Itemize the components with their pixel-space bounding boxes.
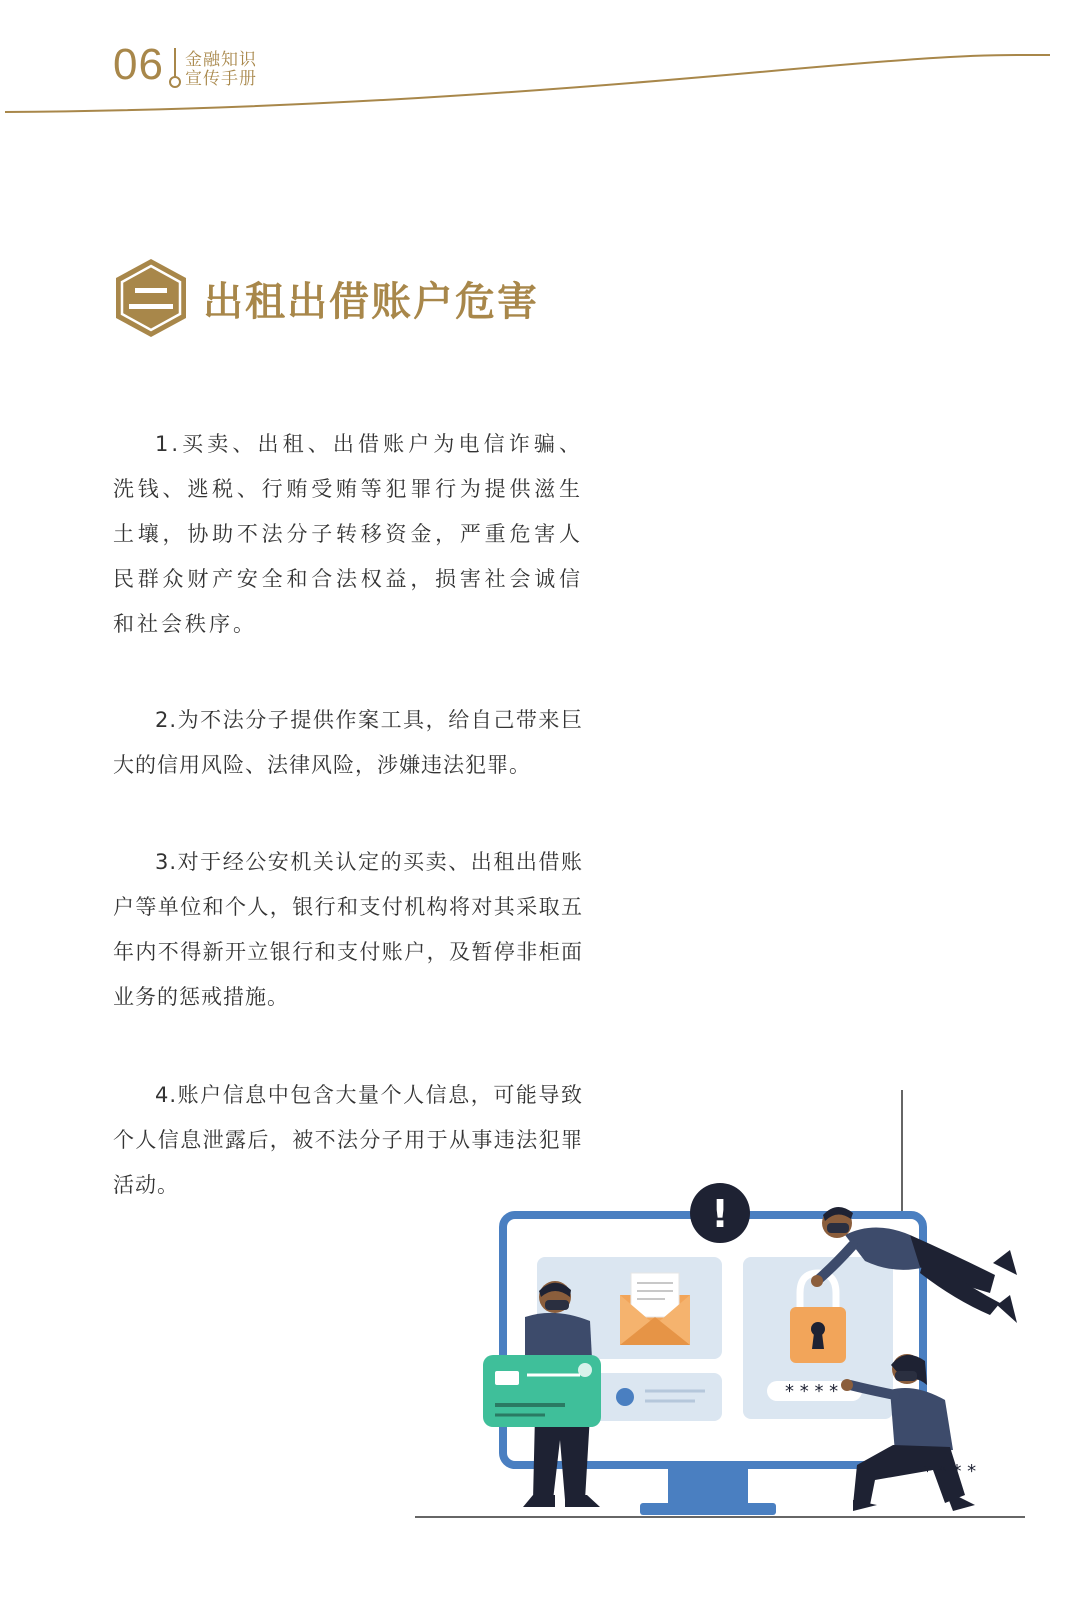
header-divider-dot bbox=[169, 76, 181, 88]
password-mask: * * * * bbox=[785, 1381, 839, 1402]
password-mask-2: * * * * bbox=[923, 1461, 977, 1482]
publication-title-line1: 金融知识 bbox=[185, 50, 257, 70]
illustration-svg bbox=[405, 1085, 1045, 1525]
alert-symbol: ! bbox=[711, 1192, 729, 1236]
section-title: 出租出借账户危害 bbox=[203, 278, 539, 325]
section-heading bbox=[113, 258, 539, 338]
paragraph-3: 3.对于经公安机关认定的买卖、出租出借账户等单位和个人，银行和支付机构将对其采取五年内不得新开立银行和支付账户，及暂停非柜面业务的惩戒措施。 bbox=[113, 850, 583, 1009]
page-number: 06 bbox=[113, 40, 164, 89]
info-dot bbox=[616, 1388, 634, 1406]
page-header bbox=[0, 0, 1080, 130]
envelope-icon bbox=[620, 1273, 690, 1345]
publication-title-line2: 宣传手册 bbox=[185, 69, 257, 89]
account-theft-illustration bbox=[405, 1085, 1045, 1529]
hexagon-badge-icon bbox=[113, 257, 189, 339]
credit-card-icon bbox=[483, 1355, 601, 1427]
paragraph-2: 2.为不法分子提供作案工具，给自己带来巨大的信用风险、法律风险，涉嫌违法犯罪。 bbox=[113, 708, 583, 777]
section-number-badge bbox=[113, 257, 189, 339]
paragraph-1: 1.买卖、出租、出借账户为电信诈骗、洗钱、逃税、行贿受贿等犯罪行为提供滋生土壤，协助不法分子转移资金，严重危害人民群众财产安全和合法权益，损害社会诚信和社会秩序。 bbox=[113, 432, 583, 636]
paragraph-4: 4.账户信息中包含大量个人信息，可能导致个人信息泄露后，被不法分子用于从事违法犯罪活动。 bbox=[113, 1083, 583, 1197]
monitor-base bbox=[640, 1503, 776, 1515]
